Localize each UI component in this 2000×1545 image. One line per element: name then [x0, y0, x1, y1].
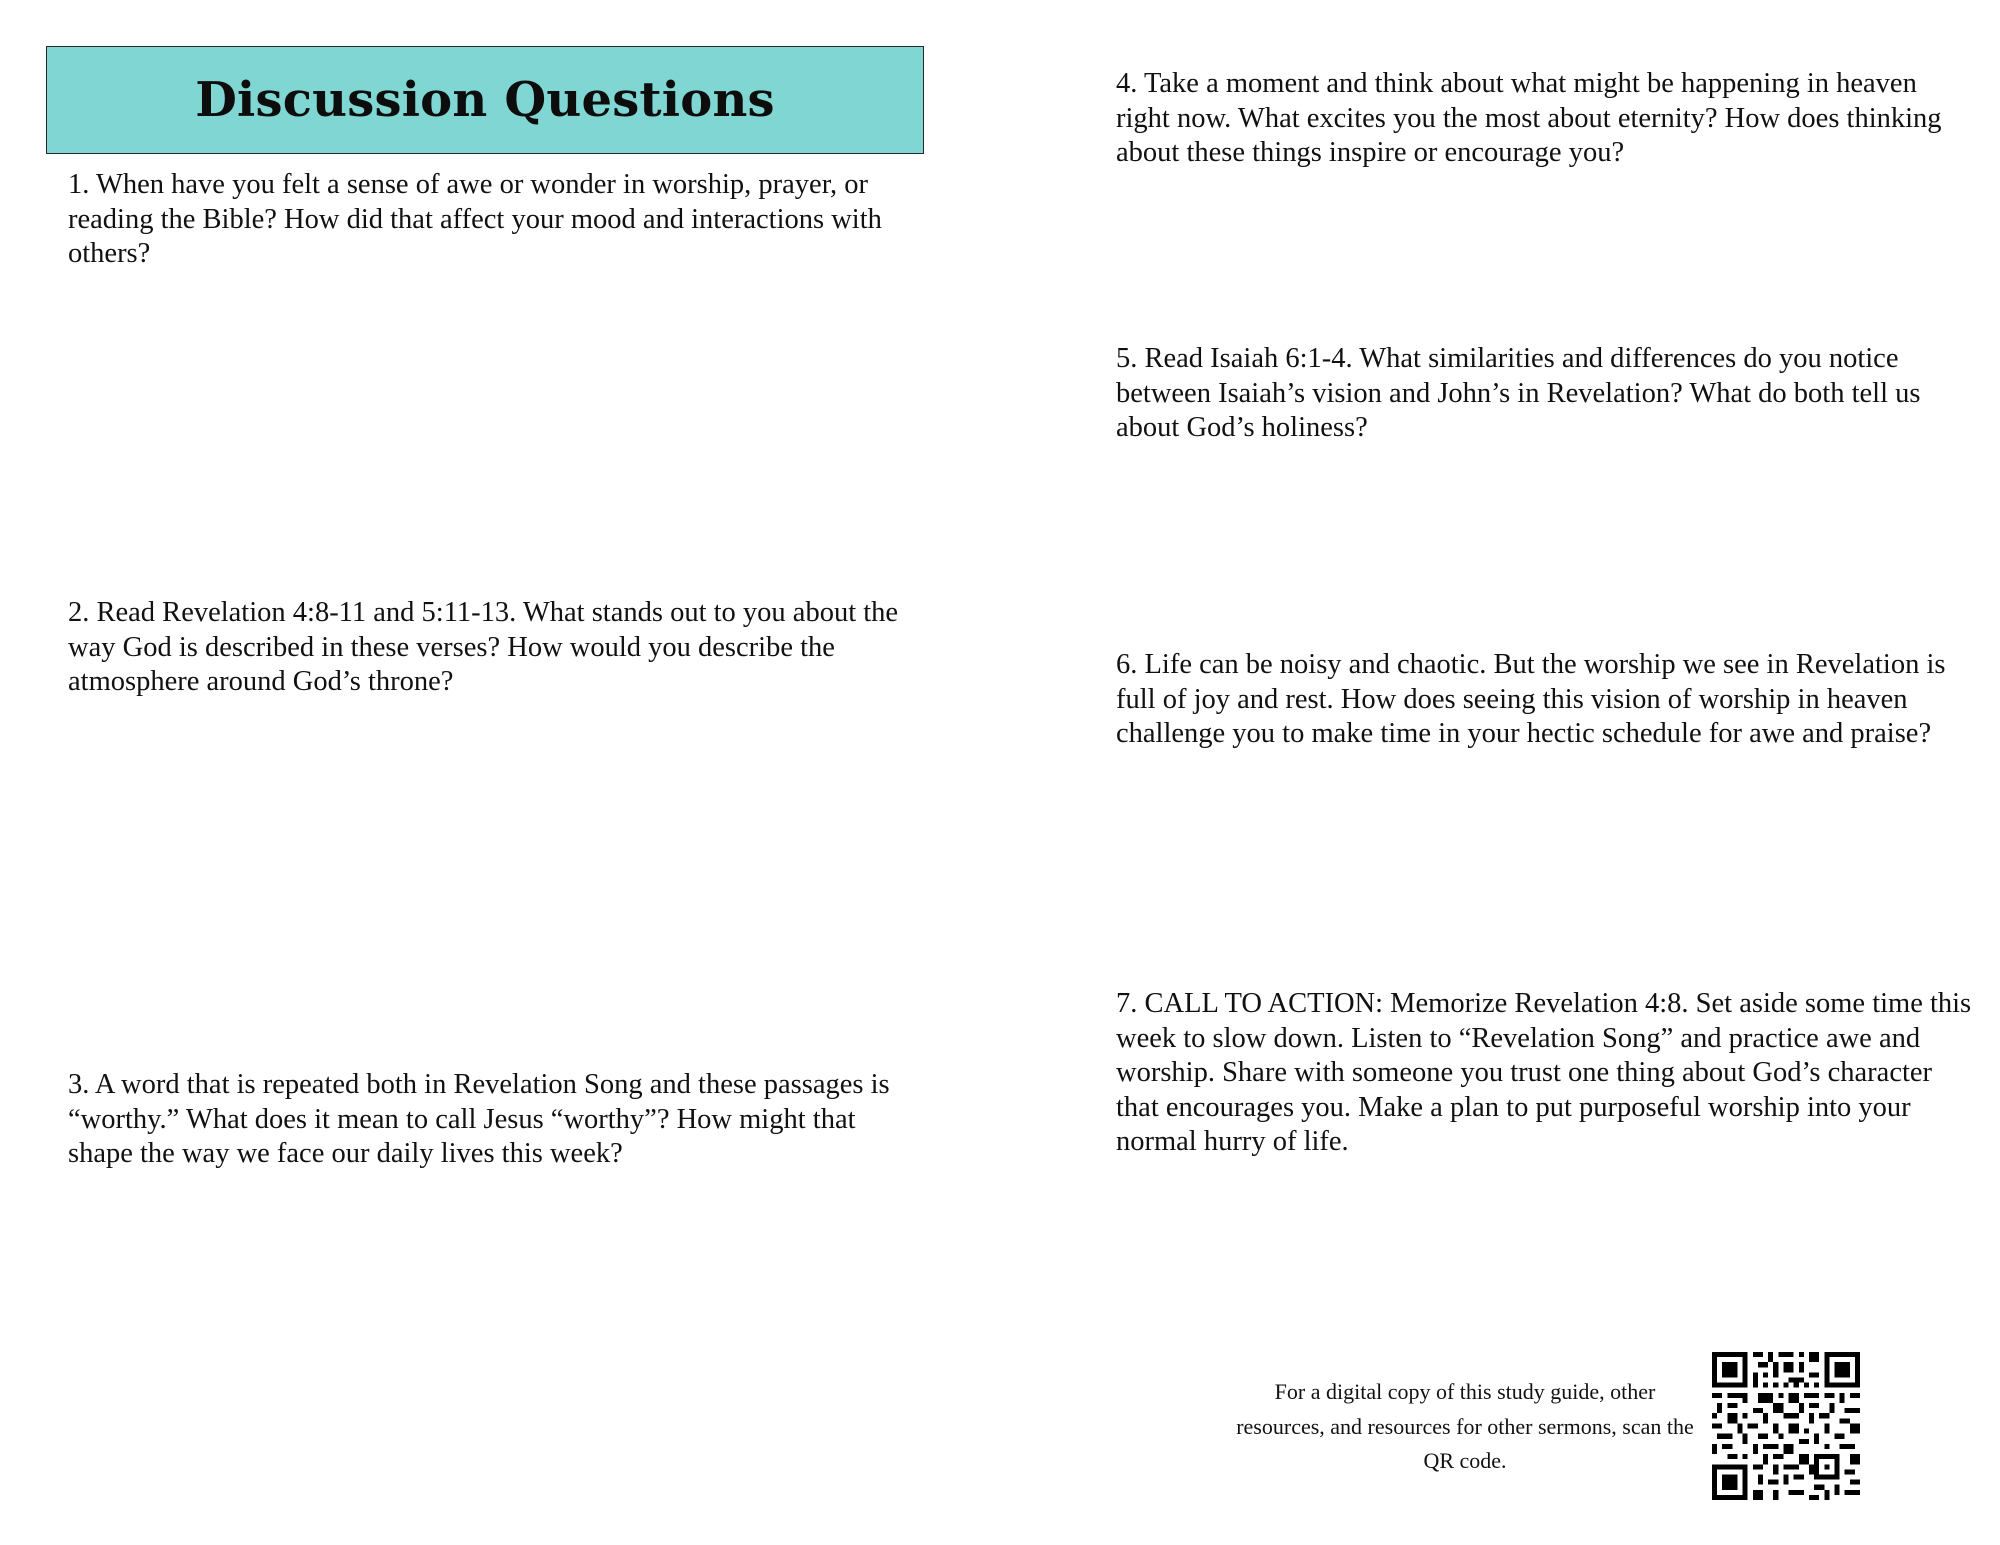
- question-3: 3. A word that is repeated both in Revelation Song and these passages is “worthy.” What does it mean to call Jesus “worthy”? How might that shape the way we face our daily lives this week?: [68, 1069, 890, 1169]
- qr-code-icon[interactable]: [1712, 1352, 1860, 1500]
- question-6: 6. Life can be noisy and chaotic. But the worship we see in Revelation is full of joy and rest. How does seeing this vision of worship in heaven challenge you to make time in your hectic schedule for awe and praise?: [1116, 649, 1946, 749]
- question-5: 5. Read Isaiah 6:1-4. What similarities and differences do you notice between Isaiah’s vision and John’s in Revelation? What do both tell us about God’s holiness?: [1116, 343, 1921, 443]
- qr-code-note: For a digital copy of this study guide, other resources, and resources for other sermons, scan the QR code.: [1236, 1379, 1694, 1473]
- question-2: 2. Read Revelation 4:8-11 and 5:11-13. What stands out to you about the way God is described in these verses? How would you describe the atmosphere around God’s throne?: [68, 597, 899, 697]
- question-4: 4. Take a moment and think about what might be happening in heaven right now. What excites you the most about eternity? How does thinking about these things inspire or encourage you?: [1116, 68, 1942, 168]
- page-title: Discussion Questions: [195, 72, 775, 128]
- title-banner: [46, 46, 924, 154]
- question-1: 1. When have you felt a sense of awe or wonder in worship, prayer, or reading the Bible? How did that affect your mood and interactions with others?: [68, 169, 882, 269]
- question-7-call-to-action: 7. CALL TO ACTION: Memorize Revelation 4:8. Set aside some time this week to slow down. Listen to “Revelation Song” and practice awe and worship. Share with someone you trust one thing about God’s character that encourages you. Make a plan to put purposeful worship into your normal hurry of life.: [1116, 988, 1972, 1157]
